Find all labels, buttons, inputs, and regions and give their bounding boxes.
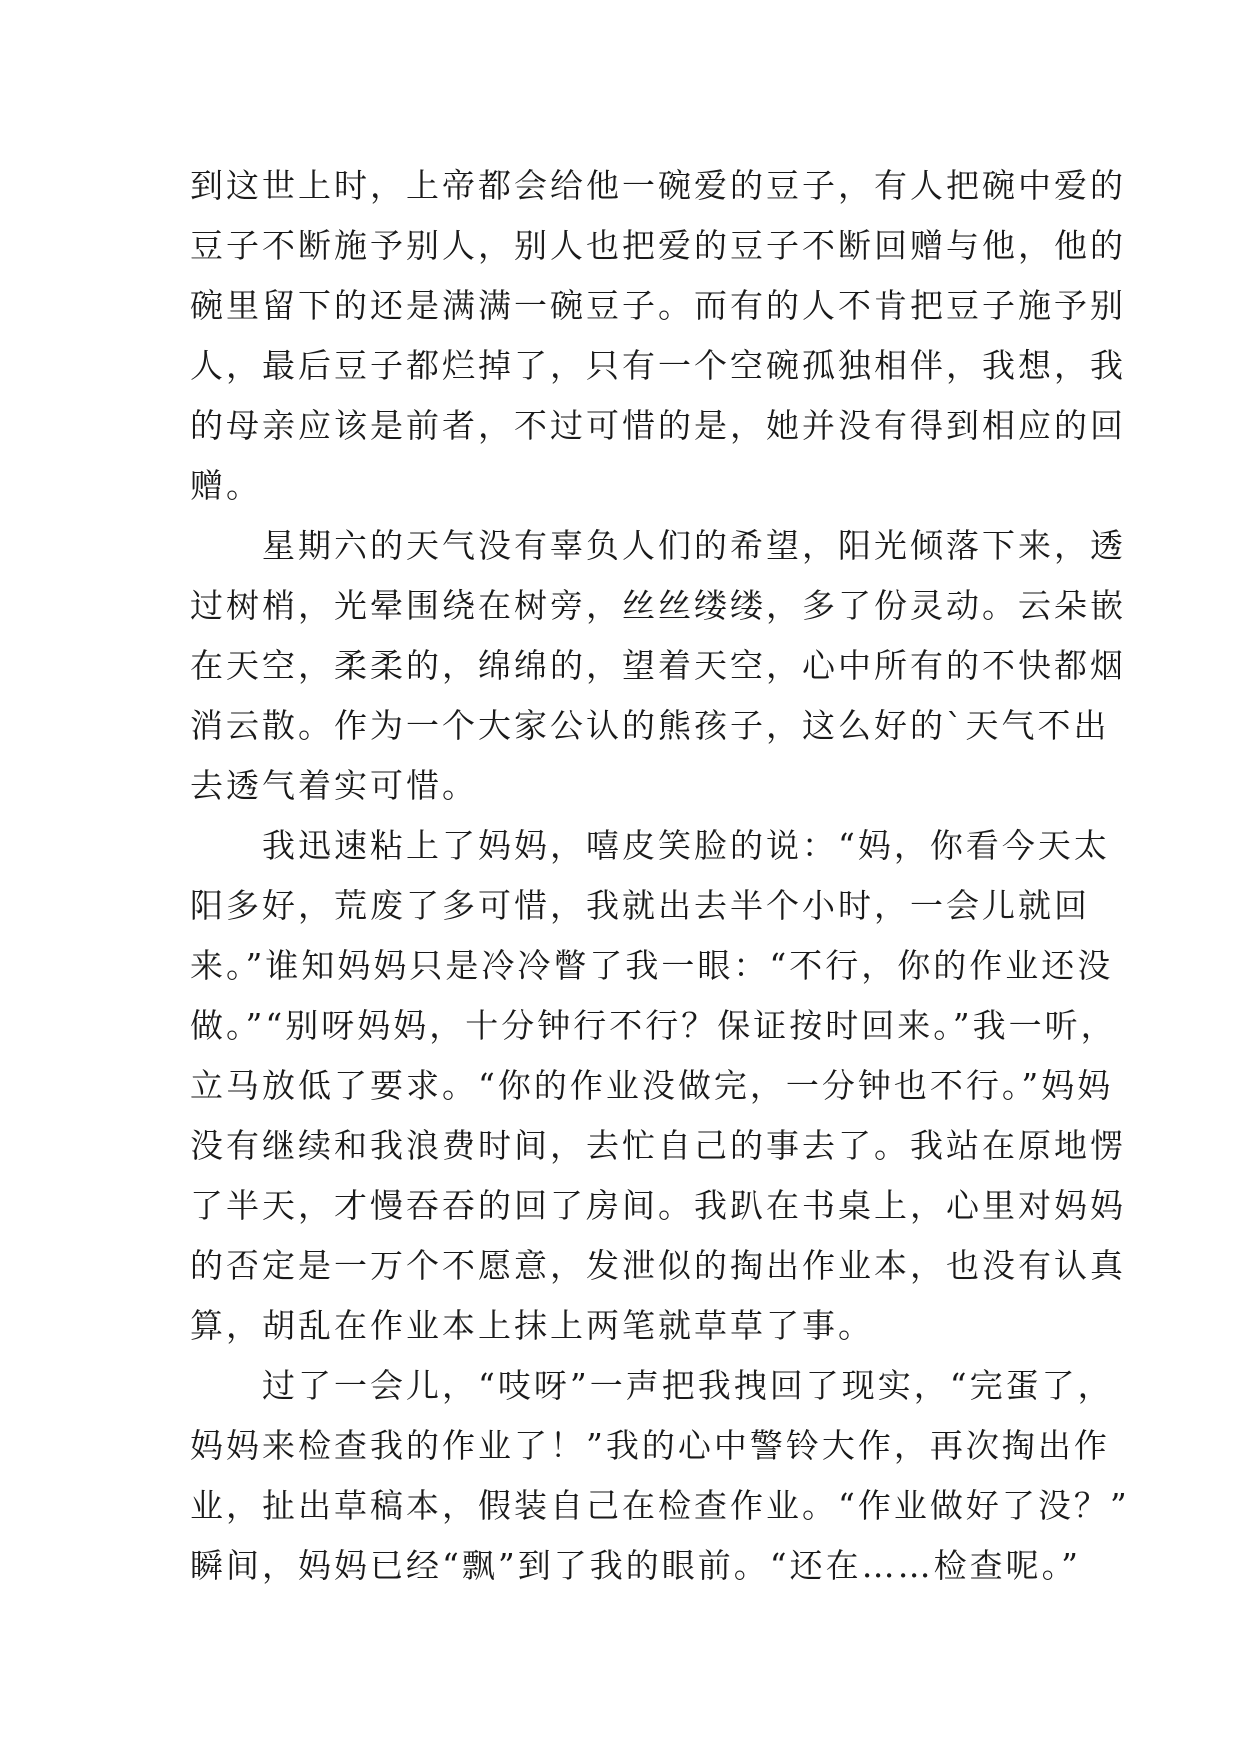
text-line: 碗里留下的还是满满一碗豆子。而有的人不肯把豆子施予别 [190,286,1126,325]
text-line: 豆子不断施予别人，别人也把爱的豆子不断回赠与他，他的 [190,226,1126,265]
text-line: 业，扯出草稿本，假装自己在检查作业。“作业做好了没？” [190,1486,1130,1525]
text-line: 星期六的天气没有辜负人们的希望，阳光倾落下来，透 [262,526,1126,565]
text-line: 过了一会儿，“吱呀”一声把我拽回了现实，“完蛋了， [262,1366,1114,1405]
text-line: 没有继续和我浪费时间，去忙自己的事去了。我站在原地愣 [190,1126,1126,1165]
text-line: 阳多好，荒废了多可惜，我就出去半个小时，一会儿就回 [190,886,1090,925]
text-line: 做。”“别呀妈妈，十分钟行不行？保证按时回来。”我一听， [190,1006,1117,1045]
text-line: 立马放低了要求。“你的作业没做完，一分钟也不行。”妈妈 [190,1066,1114,1105]
paragraph-4 [190,1356,1130,1596]
text-line: 人，最后豆子都烂掉了，只有一个空碗孤独相伴，我想，我 [190,346,1126,385]
text-line: 算，胡乱在作业本上抹上两笔就草草了事。 [190,1306,874,1345]
text-line: 瞬间，妈妈已经“飘”到了我的眼前。“还在……检查呢。” [190,1546,1081,1585]
document-body [190,156,1130,1596]
paragraph-3 [190,816,1126,1356]
text-line: 消云散。作为一个大家公认的熊孩子，这么好的`天气不出 [190,706,1110,745]
text-line: 的母亲应该是前者，不过可惜的是，她并没有得到相应的回 [190,406,1126,445]
paragraph-1 [190,156,1126,516]
text-line: 我迅速粘上了妈妈，嘻皮笑脸的说：“妈，你看今天太 [262,826,1110,865]
text-line: 在天空，柔柔的，绵绵的，望着天空，心中所有的不快都烟 [190,646,1126,685]
text-line: 妈妈来检查我的作业了！”我的心中警铃大作，再次掏出作 [190,1426,1110,1465]
text-line: 到这世上时，上帝都会给他一碗爱的豆子，有人把碗中爱的 [190,166,1126,205]
paragraph-2 [190,516,1126,816]
text-line: 去透气着实可惜。 [190,766,478,805]
text-line: 来。”谁知妈妈只是冷冷瞥了我一眼：“不行，你的作业还没 [190,946,1114,985]
text-line: 赠。 [190,466,262,505]
text-line: 了半天，才慢吞吞的回了房间。我趴在书桌上，心里对妈妈 [190,1186,1126,1225]
text-line: 过树梢，光晕围绕在树旁，丝丝缕缕，多了份灵动。云朵嵌 [190,586,1126,625]
text-line: 的否定是一万个不愿意，发泄似的掏出作业本，也没有认真 [190,1246,1126,1285]
